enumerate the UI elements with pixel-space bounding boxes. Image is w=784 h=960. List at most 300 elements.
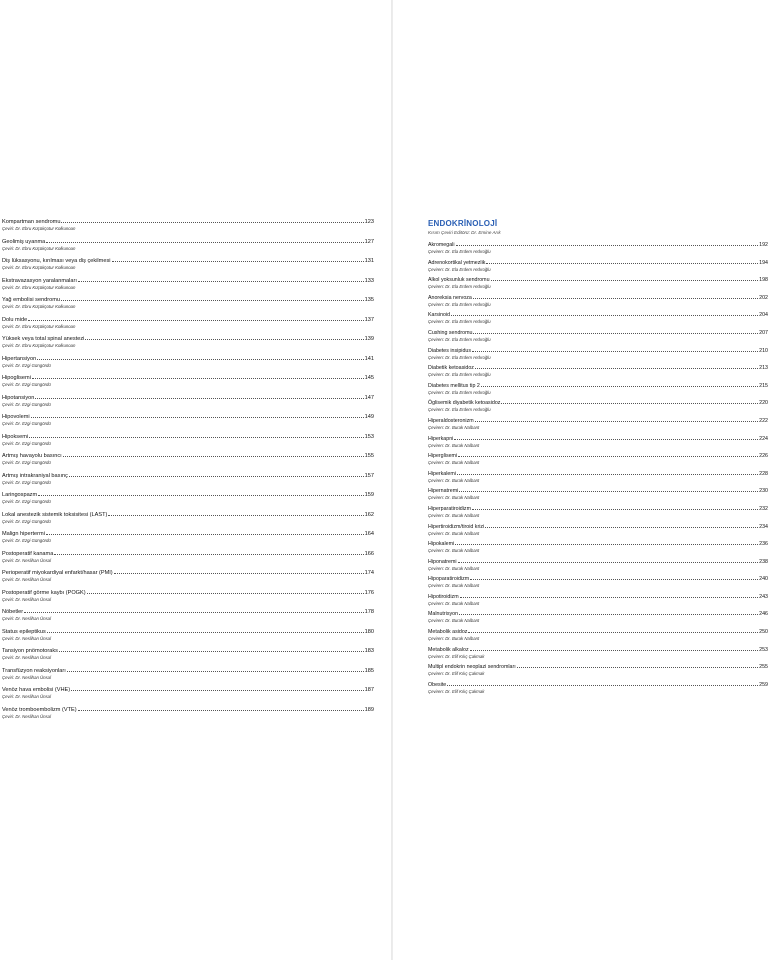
toc-entry-title: Hipotansiyon [2, 394, 35, 401]
dot-leader [472, 345, 758, 352]
dot-leader [85, 333, 363, 340]
toc-entry-line [428, 485, 768, 495]
dot-leader [501, 397, 758, 404]
toc-entry-line [2, 509, 374, 519]
toc-entry-line [2, 567, 374, 577]
toc-entry-title: Malign hipertermi [2, 531, 45, 537]
toc-entry-line [428, 644, 768, 654]
toc-entry-translator: Çeviri: Dr. Ezgi Güngördü [2, 440, 51, 446]
toc-entry-translator: Çeviren: Dr. Elif Kılıç Çakmak [428, 653, 485, 659]
toc-entry [2, 392, 374, 412]
toc-entry-page-number: 155 [364, 453, 374, 459]
toc-entry-title: Hipokalemi [428, 541, 455, 548]
toc-entry-translator: Çeviren: Dr. Elif Kılıç Çakmak [428, 671, 485, 677]
dot-leader [24, 606, 364, 613]
toc-entry-line [428, 274, 768, 284]
toc-entry [428, 380, 768, 398]
toc-list-left [2, 216, 374, 723]
toc-entry-line [2, 294, 374, 304]
toc-entry-title: Hiperkalemi [428, 470, 456, 477]
toc-entry-page-number: 137 [364, 316, 374, 323]
right-page [394, 0, 784, 960]
toc-entry [428, 327, 768, 345]
toc-entry [2, 548, 374, 568]
dot-leader [460, 591, 759, 598]
toc-entry-title: Kompartman sendromu [2, 219, 61, 225]
dot-leader [78, 275, 364, 282]
toc-entry-translator: Çeviren: Dr. Ela Erdem Hıdıroğlu [428, 319, 491, 325]
toc-entry-page-number: 149 [364, 414, 374, 420]
dot-leader [114, 567, 364, 574]
toc-entry-translator: Çeviri: Dr. Neslihan Ünsal [2, 616, 52, 621]
toc-entry [428, 521, 768, 539]
dot-leader [458, 450, 758, 457]
toc-entry-title: Dolu mide [2, 316, 28, 323]
toc-entry-page-number: 123 [364, 219, 374, 225]
toc-entry-title: Adrenokortikal yetmezlik [428, 259, 486, 266]
toc-entry-translator: Çeviren: Dr. Burak Nalbant [428, 442, 480, 448]
toc-entry-line [2, 255, 374, 265]
toc-entry-line [428, 661, 768, 671]
dot-leader [28, 314, 363, 321]
toc-entry-translator: Çeviren: Dr. Ela Erdem Hıdıroğlu [428, 389, 491, 395]
dot-leader [54, 548, 363, 555]
toc-entry-line [428, 679, 768, 689]
toc-entry-title: Karsinoid [428, 312, 451, 319]
toc-entry-translator: Çeviri: Dr. Neslihan Ünsal [2, 674, 52, 680]
toc-entry-line [2, 216, 374, 226]
dot-leader [481, 380, 758, 387]
toc-entry-page-number: 141 [364, 355, 374, 362]
toc-entry-title: Malnutrisyon [428, 611, 459, 618]
toc-entry-line [428, 309, 768, 319]
dot-leader [473, 292, 758, 299]
toc-entry-page-number: 207 [759, 329, 768, 336]
dot-leader [61, 216, 363, 223]
toc-entry-page-number: 183 [364, 648, 374, 654]
toc-entry-translator: Çeviri: Dr. Ebru Küçükçotur Kolkunoan [2, 284, 76, 290]
toc-entry-title: Hiponatremi [428, 558, 457, 565]
toc-entry-translator: Çeviren: Dr. Ela Erdem Hıdıroğlu [428, 284, 491, 290]
toc-entry [2, 333, 374, 353]
toc-entry-page-number: 178 [364, 609, 374, 615]
left-page [2, 0, 390, 960]
toc-entry-page-number: 215 [759, 382, 768, 389]
toc-entry-line [428, 521, 768, 531]
toc-entry [2, 450, 374, 470]
toc-entry-translator: Çeviri: Dr. Neslihan Ünsal [2, 577, 52, 582]
toc-entry [428, 573, 768, 591]
toc-entry-title: Hipoksemi [2, 433, 29, 440]
toc-entry [428, 626, 768, 644]
toc-entry [2, 372, 374, 392]
toc-entry-page-number: 232 [759, 505, 768, 512]
dot-leader [46, 528, 364, 535]
toc-entry-translator: Çeviri: Dr. Ebru Küçükçotur Kolkunoan [2, 304, 76, 309]
toc-entry-title: Hiperkapni [428, 435, 454, 442]
toc-entry-line [428, 503, 768, 513]
toc-entry-line [428, 450, 768, 460]
toc-entry-translator: Çeviren: Dr. Burak Nalbant [428, 424, 480, 430]
toc-entry-line [2, 645, 374, 655]
toc-entry-translator: Çeviri: Dr. Ebru Küçükçotur Kolkunoan [2, 343, 76, 348]
toc-entry-line [2, 548, 374, 558]
toc-entry-page-number: 246 [759, 611, 768, 618]
toc-entry-line [2, 353, 374, 363]
toc-entry-title: Geolimiş uyanma [2, 238, 46, 245]
section-editor: Kısım Çeviri Editörü: Dr. Emine Arık [428, 230, 501, 235]
toc-entry [428, 485, 768, 503]
toc-entry-title: Venöz tromboembolizm (VTE) [2, 706, 77, 713]
dot-leader [69, 470, 364, 477]
toc-entry-translator: Çeviri: Dr. Ezgi Güngördü [2, 382, 51, 387]
toc-entry [428, 397, 768, 415]
toc-entry-page-number: 243 [759, 593, 768, 600]
toc-entry-line [428, 362, 768, 372]
toc-entry-line [2, 470, 374, 480]
dot-leader [475, 415, 759, 422]
toc-entry [428, 362, 768, 380]
toc-entry [2, 236, 374, 256]
dot-leader [485, 521, 758, 528]
toc-entry [2, 411, 374, 431]
toc-entry-line [2, 275, 374, 285]
toc-entry-line [428, 257, 768, 267]
dot-leader [112, 255, 364, 262]
toc-entry-line [428, 397, 768, 407]
toc-entry-translator: Çeviren: Dr. Burak Nalbant [428, 495, 480, 501]
toc-entry-title: Alkol yoksunluk sendromu [428, 277, 490, 284]
toc-entry-line [2, 236, 374, 246]
toc-entry-title: Artmış havayolu basıncı [2, 453, 62, 459]
toc-entry-translator: Çeviren: Dr. Elif Kılıç Çakmak [428, 688, 485, 694]
toc-entry-page-number: 145 [364, 375, 374, 381]
toc-entry [428, 309, 768, 327]
toc-entry [2, 645, 374, 665]
toc-entry-line [2, 626, 374, 636]
toc-entry-title: Hiperglisemi [428, 453, 458, 460]
toc-entry-translator: Çeviren: Dr. Ela Erdem Hıdıroğlu [428, 372, 491, 378]
toc-entry-page-number: 194 [759, 259, 768, 266]
dot-leader [37, 353, 363, 360]
toc-entry-line [2, 450, 374, 460]
toc-entry [428, 257, 768, 275]
dot-leader [457, 468, 758, 475]
toc-entry [428, 538, 768, 556]
toc-entry-translator: Çeviren: Dr. Burak Nalbant [428, 565, 480, 571]
toc-entry-translator: Çeviren: Dr. Ela Erdem Hıdıroğlu [428, 249, 491, 254]
toc-entry-line [2, 411, 374, 421]
section-title: ENDOKRİNOLOJİ [428, 219, 498, 228]
toc-entry [428, 468, 768, 486]
dot-leader [87, 587, 364, 594]
toc-entry-title: Akromegali [428, 242, 455, 248]
toc-entry [428, 239, 768, 257]
toc-entry-title: Lokal anestezik sistemik toksisitesi (LAST) [2, 511, 108, 518]
toc-entry [2, 353, 374, 373]
toc-entry-translator: Çeviri: Dr. Ezgi Güngördü [2, 518, 51, 524]
toc-entry-title: Hipoparatiroidizm [428, 576, 470, 583]
toc-entry-title: Hipertiroidizm/tiroid krizi [428, 523, 485, 530]
toc-entry-page-number: 204 [759, 312, 768, 319]
toc-entry-page-number: 255 [759, 664, 768, 671]
toc-entry-translator: Çeviri: Dr. Neslihan Ünsal [2, 713, 52, 719]
dot-leader [456, 239, 759, 246]
toc-entry [2, 275, 374, 295]
toc-entry-page-number: 176 [364, 589, 374, 596]
dot-leader [491, 274, 759, 281]
dot-leader [108, 509, 363, 516]
toc-entry-page-number: 222 [759, 417, 768, 424]
toc-entry [2, 294, 374, 314]
toc-entry-line [2, 372, 374, 382]
toc-entry [428, 644, 768, 662]
toc-entry-line [2, 392, 374, 402]
toc-entry [428, 345, 768, 363]
dot-leader [78, 704, 364, 711]
toc-entry-translator: Çeviri: Dr. Ebru Küçükçotur Kolkunoan [2, 245, 76, 251]
dot-leader [470, 644, 759, 651]
toc-entry-line [428, 345, 768, 355]
toc-entry [2, 684, 374, 704]
toc-entry-title: Diş lüksasyonu, kırılması veya diş çekilmesi [2, 258, 111, 264]
toc-entry-title: Diabetes insipidus [428, 347, 471, 354]
toc-entry-page-number: 166 [364, 550, 374, 557]
dot-leader [38, 489, 364, 496]
toc-entry-title: Diabetik ketoasidoz [428, 365, 474, 372]
toc-entry [2, 626, 374, 646]
toc-entry-translator: Çeviren: Dr. Burak Nalbant [428, 548, 480, 554]
toc-entry [2, 587, 374, 607]
dot-leader [459, 608, 758, 615]
toc-entry-page-number: 210 [759, 347, 768, 354]
toc-entry-line [2, 333, 374, 343]
dot-leader [458, 556, 759, 563]
toc-entry [2, 216, 374, 236]
toc-entry-page-number: 253 [759, 646, 768, 653]
toc-entry [2, 606, 374, 626]
toc-entry-page-number: 240 [759, 576, 768, 583]
toc-entry-title: Multipl endokrin neoplazi sendromları [428, 664, 516, 671]
toc-entry-translator: Çeviri: Dr. Ebru Küçükçotur Kolkunoan [2, 265, 76, 270]
dot-leader [470, 573, 758, 580]
toc-entry-line [2, 665, 374, 675]
toc-entry [428, 415, 768, 433]
toc-entry-translator: Çeviri: Dr. Ezgi Güngördü [2, 401, 51, 407]
toc-entry-line [428, 239, 768, 249]
toc-entry-page-number: 139 [364, 336, 374, 342]
toc-entry-title: Diabetes mellitus tip 2 [428, 382, 480, 389]
dot-leader [46, 236, 363, 243]
toc-entry-translator: Çeviren: Dr. Burak Nalbant [428, 530, 480, 536]
toc-entry-page-number: 153 [364, 433, 374, 440]
toc-entry-translator: Çeviren: Dr. Ela Erdem Hıdıroğlu [428, 354, 491, 360]
toc-entry-translator: Çeviri: Dr. Neslihan Ünsal [2, 596, 52, 602]
dot-leader [468, 626, 758, 633]
toc-entry-title: Postoperatif kanama [2, 550, 54, 557]
toc-entry-title: Nöbetler [2, 609, 24, 615]
dot-leader [517, 661, 758, 668]
toc-entry-line [428, 433, 768, 443]
toc-entry-line [2, 528, 374, 538]
toc-entry-page-number: 224 [759, 435, 768, 442]
dot-leader [31, 411, 364, 418]
toc-entry-translator: Çeviren: Dr. Burak Nalbant [428, 618, 480, 624]
toc-entry-line [428, 573, 768, 583]
toc-entry [428, 433, 768, 451]
toc-entry-page-number: 180 [364, 628, 374, 635]
toc-entry [2, 665, 374, 685]
toc-entry-title: Hiperparatiroidizm [428, 505, 471, 512]
toc-entry-line [428, 556, 768, 566]
dot-leader [63, 450, 364, 457]
dot-leader [473, 327, 758, 334]
toc-entry-line [428, 380, 768, 390]
toc-entry [428, 503, 768, 521]
dot-leader [71, 684, 364, 691]
toc-entry-page-number: 147 [364, 394, 374, 401]
toc-entry-page-number: 228 [759, 470, 768, 477]
dot-leader [59, 645, 364, 652]
book-gutter [391, 0, 393, 960]
toc-entry-title: Metabolik asidoz [428, 629, 468, 636]
toc-entry-translator: Çeviri: Dr. Ezgi Güngördü [2, 538, 51, 543]
dot-leader [454, 433, 758, 440]
toc-entry-translator: Çeviren: Dr. Burak Nalbant [428, 636, 480, 642]
toc-entry-title: Hipovolemi [2, 414, 30, 420]
toc-entry-line [2, 606, 374, 616]
toc-entry-translator: Çeviren: Dr. Ela Erdem Hıdıroğlu [428, 266, 491, 272]
toc-entry-line [428, 608, 768, 618]
toc-entry-page-number: 157 [364, 472, 374, 479]
toc-entry-translator: Çeviren: Dr. Burak Nalbant [428, 512, 480, 518]
toc-entry [2, 431, 374, 451]
toc-entry-title: Cushing sendromu [428, 329, 473, 336]
toc-entry-page-number: 185 [364, 667, 374, 674]
toc-entry-line [2, 684, 374, 694]
toc-entry-title: Anoreksia nervoza [428, 294, 472, 301]
toc-entry-title: Yüksek veya total spinal anestezi [2, 336, 85, 342]
dot-leader [61, 294, 364, 301]
dot-leader [486, 257, 758, 264]
toc-entry-title: Öglisemik diyabetik ketoasidoz [428, 400, 501, 407]
toc-entry-line [2, 314, 374, 324]
toc-entry-line [428, 626, 768, 636]
toc-entry [2, 489, 374, 509]
toc-entry-page-number: 213 [759, 365, 768, 372]
toc-entry-line [428, 292, 768, 302]
toc-entry [2, 509, 374, 529]
toc-entry-translator: Çeviri: Dr. Ezgi Güngördü [2, 421, 51, 426]
toc-entry-page-number: 174 [364, 570, 374, 576]
toc-entry [2, 470, 374, 490]
toc-entry-page-number: 189 [364, 706, 374, 713]
toc-entry-page-number: 238 [759, 558, 768, 565]
toc-entry [428, 608, 768, 626]
toc-entry-title: Hipernatremi [428, 488, 459, 495]
dot-leader [47, 626, 364, 633]
toc-entry-title: Venöz hava embolisi (VHE) [2, 687, 71, 693]
toc-entry [428, 679, 768, 697]
toc-entry-page-number: 133 [364, 277, 374, 284]
toc-entry-line [2, 704, 374, 714]
toc-entry-translator: Çeviri: Dr. Neslihan Ünsal [2, 655, 52, 660]
toc-entry-translator: Çeviren: Dr. Burak Nalbant [428, 600, 480, 606]
toc-list-right [428, 219, 768, 696]
dot-leader [35, 392, 363, 399]
toc-entry-translator: Çeviren: Dr. Burak Nalbant [428, 460, 480, 466]
toc-entry-title: Postoperatif görme kaybı (POGK) [2, 589, 86, 596]
toc-entry-title: Yağ embolisi sendromu [2, 297, 61, 303]
toc-entry-line [428, 327, 768, 337]
toc-entry-translator: Çeviren: Dr. Burak Nalbant [428, 477, 480, 483]
toc-entry-line [2, 489, 374, 499]
toc-entry-page-number: 202 [759, 294, 768, 301]
toc-entry-translator: Çeviren: Dr. Ela Erdem Hıdıroğlu [428, 407, 491, 413]
toc-entry-translator: Çeviri: Dr. Ezgi Güngördü [2, 362, 51, 368]
toc-entry-title: Hiperaldosteronizm [428, 417, 474, 424]
toc-entry-page-number: 164 [364, 531, 374, 537]
toc-entry-page-number: 135 [364, 297, 374, 303]
toc-entry-page-number: 127 [364, 238, 374, 245]
dot-leader [447, 679, 758, 686]
toc-entry-line [428, 415, 768, 425]
toc-entry-line [428, 591, 768, 601]
toc-entry [428, 450, 768, 468]
toc-entry-page-number: 259 [759, 681, 768, 688]
toc-entry-line [2, 587, 374, 597]
toc-entry-title: Laringospazm [2, 492, 38, 498]
toc-entry-line [2, 431, 374, 441]
toc-entry-translator: Çeviri: Dr. Neslihan Ünsal [2, 557, 52, 563]
toc-entry-translator: Çeviri: Dr. Ezgi Güngördü [2, 479, 51, 485]
dot-leader [475, 362, 758, 369]
dot-leader [459, 485, 758, 492]
toc-entry-translator: Çeviren: Dr. Ela Erdem Hıdıroğlu [428, 301, 491, 307]
toc-entry-title: Ekstravazasyon yaralanmaları [2, 277, 77, 284]
dot-leader [472, 503, 758, 510]
toc-entry-translator: Çeviri: Dr. Neslihan Ünsal [2, 635, 52, 641]
dot-leader [29, 431, 364, 438]
toc-entry-page-number: 159 [364, 492, 374, 498]
toc-entry-title: Status epileptikus [2, 628, 46, 635]
toc-entry-page-number: 198 [759, 277, 768, 284]
toc-entry-page-number: 220 [759, 400, 768, 407]
toc-entry-translator: Çeviri: Dr. Neslihan Ünsal [2, 694, 52, 699]
toc-entry-page-number: 250 [759, 629, 768, 636]
toc-entry-title: Hipertansiyon [2, 355, 37, 362]
toc-entry-translator: Çeviri: Dr. Ezgi Güngördü [2, 499, 51, 504]
toc-entry-title: Obesite [428, 681, 447, 688]
toc-entry-translator: Çeviri: Dr. Ezgi Güngördü [2, 460, 51, 465]
toc-entry-title: Tansiyon pnömotoraks [2, 648, 58, 654]
toc-entry-title: Artmış intrakraniyal basınç [2, 472, 68, 479]
toc-entry [428, 556, 768, 574]
toc-entry [428, 274, 768, 292]
toc-entry-page-number: 230 [759, 488, 768, 495]
toc-entry [428, 292, 768, 310]
toc-entry [2, 567, 374, 587]
toc-entry-page-number: 234 [759, 523, 768, 530]
toc-entry-translator: Çeviri: Dr. Ebru Küçükçotur Kolkunoan [2, 323, 76, 329]
dot-leader [32, 372, 364, 379]
toc-entry-title: Metabolik alkaloz [428, 646, 469, 653]
toc-entry-translator: Çeviren: Dr. Ela Erdem Hıdıroğlu [428, 336, 491, 342]
toc-entry-title: Perioperatif miyokardiyal enfarkt/hasar (PMI) [2, 570, 113, 576]
toc-entry-line [428, 538, 768, 548]
dot-leader [67, 665, 364, 672]
toc-entry-translator: Çeviren: Dr. Burak Nalbant [428, 583, 480, 589]
